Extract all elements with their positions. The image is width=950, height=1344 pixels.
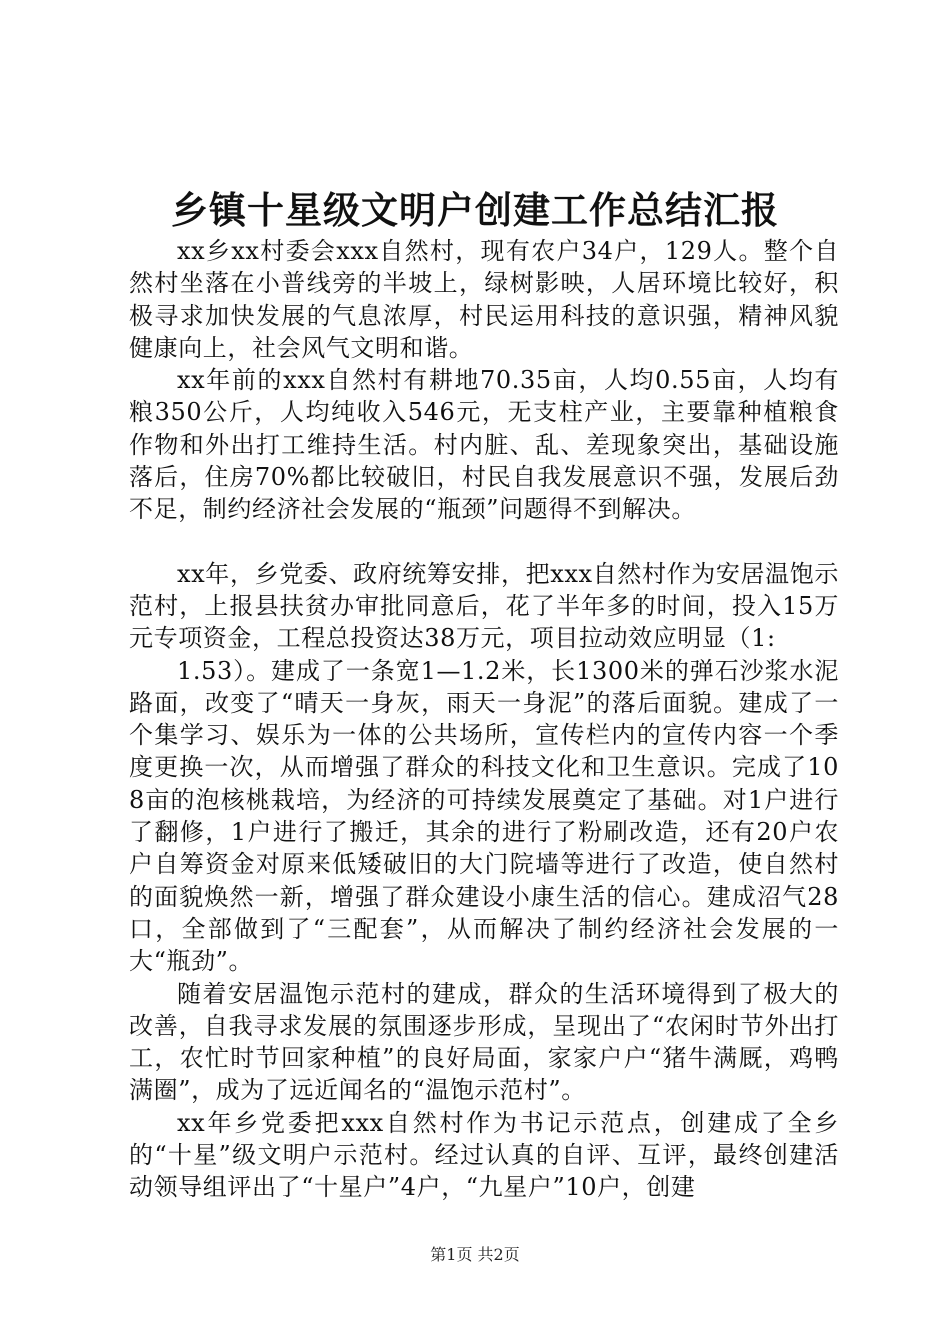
document-title: 乡镇十星级文明户创建工作总结汇报	[171, 188, 779, 232]
page-number: 第1页 共2页	[430, 1245, 520, 1264]
paragraph-star-households: xx年乡党委把xxx自然村作为书记示范点，创建成了全乡的“十星”级文明户示范村。经过认真的自评、互评，最终创建活动领导组评出了“十星户”4户，“九星户”10户，创建	[129, 1108, 839, 1202]
document-body	[129, 235, 839, 1204]
paragraph-past-situation: xx年前的xxx自然村有耕地70.35亩，人均0.55亩，人均有粮350公斤，人均纯收入546元，无支柱产业，主要靠种植粮食作物和外出打工维持生活。村内脏、乱、差现象突出，基础设施落后，住房70%都比较破旧，村民自我发展意识不强，发展后劲不足，制约经济社会发展的“瓶颈”问题得不到解决。	[129, 366, 839, 524]
paragraph-living-improvement: 随着安居温饱示范村的建成，群众的生活环境得到了极大的改善，自我寻求发展的氛围逐步形成，呈现出了“农闲时节外出打工，农忙时节回家种植”的良好局面，家家户户“猪牛满厩，鸡鸭满圈”，成为了远近闻名的“温饱示范村”。	[129, 979, 839, 1105]
paragraph-village-overview: xx乡xx村委会xxx自然村，现有农户34户，129人。整个自然村坐落在小普线旁的半坡上，绿树影映，人居环境比较好，积极寻求加快发展的气息浓厚，村民运用科技的意识强，精神风貌健康向上，社会风气文明和谐。	[129, 237, 839, 362]
paragraph-construction-results: 1.53）。建成了一条宽1—1.2米，长1300米的弹石沙浆水泥路面，改变了“晴天一身灰，雨天一身泥”的落后面貌。建成了一个集学习、娱乐为一体的公共场所，宣传栏内的宣传内容一个季度更换一次，从而增强了群众的科技文化和卫生意识。完成了108亩的泡核桃栽培，为经济的可持续发展奠定了基础。对1户进行了翻修，1户进行了搬迁，其余的进行了粉刷改造，还有20户农户自筹资金对原来低矮破旧的大门院墙等进行了改造，使自然村的面貌焕然一新，增强了群众建设小康生活的信心。建成沼气28口，全部做到了“三配套”，从而解决了制约经济社会发展的一大“瓶劲”。	[129, 656, 839, 976]
paragraph-project-investment: xx年，乡党委、政府统筹安排，把xxx自然村作为安居温饱示范村，上报县扶贫办审批同意后，花了半年多的时间，投入15万元专项资金，工程总投资达38万元，项目拉动效应明显（1:	[129, 559, 839, 653]
